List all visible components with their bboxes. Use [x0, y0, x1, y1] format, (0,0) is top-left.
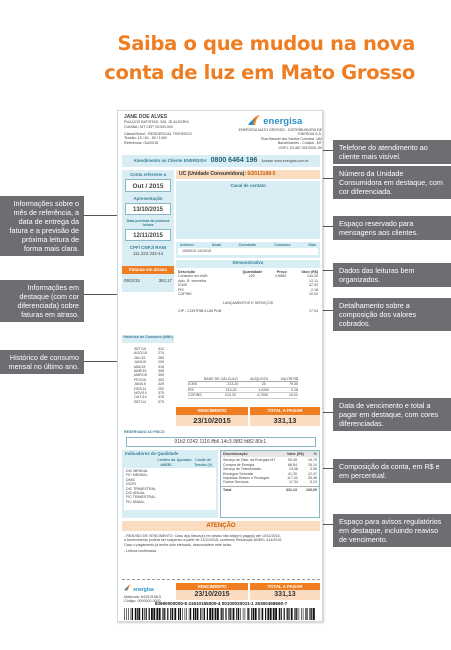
history-month: MAI/15: [134, 364, 146, 369]
composition-box: [220, 450, 320, 518]
tax-row: [188, 393, 298, 398]
demo-cip: CIP - CONTRIB ILUM PUB: [178, 308, 222, 313]
quality-header: Apurado: [176, 458, 192, 463]
history-value: 239: [158, 360, 164, 365]
uc-label: UC (Unidade Consumidora):: [179, 171, 246, 177]
quality-row: DICRI: [126, 482, 136, 487]
history-month: DEZ/14: [134, 386, 147, 391]
history-header: [122, 335, 174, 343]
quality-row: FIC ANUAL: [126, 499, 145, 504]
history-month: SET/14: [134, 399, 146, 404]
composition-desc: Outros Serviços: [223, 480, 249, 485]
history-value: 378: [158, 395, 164, 400]
stub-logo-text: energisa: [133, 587, 154, 593]
demo-desc: PIS: [178, 287, 184, 292]
composition-desc: Encargos Setoriais: [223, 471, 254, 476]
history-value: 359: [158, 373, 164, 378]
history-value: 308: [158, 369, 164, 374]
tax-table: [188, 377, 298, 399]
tax-name: PIS: [188, 387, 194, 392]
tax-base: 213,20: [225, 387, 237, 392]
composition-total-label: Total: [223, 487, 232, 492]
demo-value: 10,02: [309, 292, 318, 297]
history-month: OUT/14: [134, 395, 147, 400]
logo-mark-icon: [124, 584, 132, 591]
reading-header: Atual: [211, 243, 221, 247]
history-value: 274: [158, 351, 164, 356]
composition-header: %: [313, 452, 317, 456]
history-month: FEV/15: [134, 377, 146, 382]
callout-readings: Dados das leituras bem organizados.: [333, 263, 451, 287]
barcode-icon: [124, 608, 318, 620]
quality-row: DMIC: [126, 477, 136, 482]
company-line: Rua Manoel dos Santos Coimbra, 184: [261, 136, 322, 141]
tax-base: 213,20: [227, 382, 239, 387]
fisco-label: RESERVADO AO FISCO: [124, 430, 165, 434]
demo-cip-row: [178, 309, 318, 313]
stub-logo: [124, 584, 154, 593]
history-label: Histórico de Consumo (kWh): [123, 335, 173, 339]
composition-pct: 26,14: [308, 462, 317, 467]
address-line: RUA DOS BATISTAS, 345, JD ALEGRIA: [124, 120, 189, 125]
customer-block: [124, 115, 234, 145]
callout-regulatory: Espaço para avisos regulatórios em destaque, incluindo reaviso de vencimento.: [333, 514, 451, 547]
history-month: JUN/15: [134, 360, 146, 365]
attendance-site: Acesse www.energisa.com.br: [261, 158, 309, 163]
demo-desc: COFINS: [178, 292, 192, 297]
quality-box: [122, 450, 218, 518]
company-line: CNPJ: 03.467.321/0001-99: [278, 145, 322, 150]
composition-header: Discriminação: [223, 452, 248, 456]
quality-row: FIC MENSAL: [126, 473, 148, 478]
tax-aliq: 25: [261, 382, 266, 387]
composition-header: Valor (R$): [287, 452, 304, 456]
history-month: NOV/14: [134, 391, 147, 396]
callout-overdue: Informações em destaque (com cor diferenciada) sobre faturas em atraso.: [0, 280, 84, 322]
headline-line-2: conta de luz em Mato Grosso: [104, 61, 415, 84]
logo-mark-icon: [248, 114, 262, 126]
composition-total-row: [221, 486, 319, 493]
demo-qtd: 229: [248, 274, 255, 279]
cut-line: [122, 579, 320, 580]
demo-value: 12,11: [309, 278, 318, 283]
composition-value: 17,34: [289, 480, 298, 485]
composition-pct: 5,24: [310, 480, 317, 485]
stub-due-label: VENCIMENTO: [176, 583, 248, 590]
callout-reference-info: Informações sobre o mês de referência, a data de entrega da fatura e a previsão de próxima leitura de forma mais clara.: [0, 196, 84, 256]
composition-total-pct: 100,00: [306, 487, 317, 492]
message-area: [176, 181, 320, 239]
history-month: ABR/15: [134, 369, 147, 374]
company-info: [236, 128, 322, 150]
demo-value: 2,18: [310, 287, 318, 292]
attendance-label: Atendimento ao Cliente ENERGISA: [133, 158, 207, 164]
attention-text: [124, 534, 318, 554]
composition-desc: Impostos Diretos e Encargos: [223, 476, 270, 481]
presentation-label: Apresentação: [133, 196, 163, 201]
history-month: AGO/15: [134, 351, 147, 356]
stub-due-value: 23/10/2015: [176, 590, 248, 600]
reading-header: Constante: [238, 243, 257, 247]
quality-label: Indicadores de Qualidade: [125, 451, 179, 456]
connector-line: [84, 215, 120, 216]
history-month: SET/15: [134, 347, 146, 351]
tax-header: VALOR R$: [280, 377, 298, 381]
cpf-label: CPF/ CNPJ/ RANI: [129, 245, 167, 250]
demo-value: 47,93: [309, 283, 318, 288]
logo-text: energisa: [263, 116, 303, 127]
demo-rows: [178, 274, 318, 296]
stub-line: Código: 0000000-0000: [124, 599, 161, 604]
demo-desc: Adic. B. vermelha: [178, 278, 207, 283]
history-value: 375: [158, 399, 164, 404]
composition-desc: Compra de Energia: [223, 462, 255, 467]
barcode-number: 83690000000-8 41910155000-4 00100020011-1 25300458660-7: [154, 601, 288, 606]
attention-line: o fornecimento poderá ser suspenso a partir de 11/11/2015, conforme Resolução ANEEL 414/2010.: [124, 538, 283, 543]
quality-header: Limite de Tensão (V): [194, 458, 213, 467]
overdue-value: 362,17: [158, 278, 172, 283]
composition-pct: 16,75: [308, 458, 317, 463]
composition-value: 41,30: [288, 471, 297, 476]
history-month: JUL/15: [134, 355, 146, 360]
tax-name: COFINS: [188, 393, 202, 398]
attendance-phone: 0800 6464 196: [210, 157, 258, 165]
reading-header: Consumo: [273, 243, 291, 247]
quality-row: DIC ANUAL: [126, 491, 145, 496]
total-label: TOTAL A PAGAR: [250, 407, 320, 415]
history-value: 265: [158, 355, 164, 360]
demo-label: Demonstrativo: [232, 260, 264, 265]
due-label: VENCIMENTO: [176, 407, 248, 415]
quality-row: DIC MENSAL: [126, 469, 148, 474]
tax-aliq: 1,0200: [258, 387, 270, 392]
stub-total-label: TOTAL A PAGAR: [250, 583, 320, 590]
uc-value: 6/2013198-5: [247, 171, 276, 177]
composition-pct: 3,95: [310, 467, 317, 472]
quality-header: Limites da ANEEL: [157, 458, 176, 467]
callout-breakdown: Detalhamento sobre a composição dos valores cobrados.: [333, 298, 451, 331]
stub-total-value: 331,13: [250, 590, 320, 600]
due-value: 23/10/2015: [176, 415, 248, 426]
overdue-month: 09/2015: [124, 278, 140, 283]
tax-header: BASE DE CÁLCULO: [204, 377, 238, 381]
composition-rows: [221, 457, 319, 485]
next-reading-value: 12/11/2015: [125, 229, 171, 241]
history-value: 353: [158, 377, 164, 382]
demo-price: 0,5860: [275, 274, 287, 279]
quality-headers: [122, 456, 218, 467]
next-reading-label: Data prevista da próxima leitura: [126, 219, 170, 228]
callout-phone: Telefone do atendimento ao cliente mais visível.: [333, 140, 451, 164]
quality-row: FIC TRIMESTRAL: [126, 495, 156, 500]
history-month: JAN/15: [134, 382, 146, 387]
composition-total-value: 331,13: [286, 487, 297, 492]
connector-line: [84, 361, 120, 362]
tax-value: 79,30: [288, 382, 298, 387]
overdue-row: [124, 278, 172, 283]
quality-rows: [124, 468, 216, 510]
demo-row: [178, 292, 318, 296]
attention-label: ATENÇÃO: [122, 521, 320, 531]
readings-table: [176, 242, 320, 258]
demo-cip-value: 17,34: [309, 308, 318, 313]
callout-composition: Composição da conta, em R$ e em percentual.: [333, 459, 451, 483]
tax-aliq: 4,7000: [257, 393, 268, 398]
attention-line: - REAVISO DE VENCIMENTO: Caso a(s) fatura(s) em atraso não seja(m) paga(s) até 10/11/2015,: [124, 534, 281, 538]
tax-value: 10,02: [289, 393, 298, 398]
attendance-bar: [122, 155, 320, 167]
demo-header: Preço: [276, 270, 287, 274]
total-value: 331,13: [250, 415, 320, 426]
class-line: Classe/Subcl.: RESIDENCIAL TRIFÁSICO: [124, 132, 192, 137]
demo-header: Descrição: [178, 270, 196, 274]
history-list: [134, 347, 164, 404]
callout-due-total: Data de vencimento e total a pagar em destaque, com cores diferenciadas.: [333, 398, 451, 431]
contact-channel: Canal de contato: [230, 183, 266, 188]
tax-header: ALÍQUOTA: [250, 377, 268, 381]
reading-header: Anterior: [180, 243, 194, 247]
stub-line: Matrícula: 6/2013198-5: [124, 595, 161, 599]
tax-name: ICMS: [188, 382, 197, 387]
overdue-label: Faturas em atraso: [122, 266, 174, 274]
history-value: 292: [158, 386, 164, 391]
ref-value: Out / 2015: [125, 179, 171, 192]
reading-dates: 15/09/15 14/10/15: [178, 248, 318, 254]
headline-line-1: Saiba o que mudou na nova: [117, 32, 415, 55]
composition-pct: 35,46: [307, 476, 317, 481]
address-line: CUIABA / MT CEP 78.000-000: [124, 124, 173, 129]
attention-line: - Leitura confirmada.: [124, 549, 157, 554]
composition-value: 117,42: [287, 476, 298, 481]
reading-header: Dias: [308, 243, 316, 247]
history-value: 375: [158, 391, 164, 396]
composition-desc: Serviço de Distr. da Energisa MT: [223, 458, 276, 463]
composition-value: 55,45: [288, 458, 297, 463]
fisco-value: 91b2.0242.1116.ffb6.14c3.98f2.fd82.80c1.: [126, 437, 316, 447]
cpf-value: 111.222.333-44: [132, 251, 164, 256]
quality-row: DIC TRIMESTRAL: [126, 486, 156, 491]
demo-value: 134,20: [306, 274, 318, 279]
composition-row: [223, 480, 317, 484]
ref-label: Conta referente a: [129, 172, 167, 177]
history-value: 316: [158, 364, 164, 369]
composition-pct: 12,47: [308, 471, 317, 476]
callout-messages: Espaço reservado para mensagens aos clientes.: [333, 216, 451, 240]
energy-bill: [117, 110, 323, 622]
company-line: ENERGISA MATO GROSSO - DISTRIBUIDORA DE ENERGIA S.A.: [238, 128, 322, 137]
composition-desc: Serviço de Transmissão: [223, 467, 262, 472]
demo-sub: LANÇAMENTOS E SERVIÇOS: [222, 301, 274, 306]
callout-history: Histórico de consumo mensal no último ano.: [0, 350, 84, 374]
composition-value: 13,08: [289, 467, 298, 472]
reference-line: Referência: Out/2015: [124, 140, 159, 145]
attention-line: Caso o pagamento já tenha sido efetuado, desconsidere este aviso.: [124, 542, 233, 547]
history-row: [134, 400, 164, 404]
composition-value: 86,54: [288, 462, 297, 467]
history-value: 312: [158, 347, 164, 351]
demo-header-bar: [176, 260, 320, 268]
tax-base: 213,20: [225, 393, 236, 398]
demo-header: Valor (R$): [301, 270, 318, 274]
tension-line: Tensão: 15 / 60 - 50 / 1490: [124, 136, 167, 141]
energisa-logo: [248, 114, 302, 126]
connector-line: [84, 294, 120, 295]
demo-desc: ICMS: [178, 283, 187, 288]
callout-uc: Número da Unidade Consumidora em destaque, com cor diferenciada.: [333, 166, 451, 199]
tax-rows: [188, 382, 298, 398]
tax-value: 2,18: [290, 387, 298, 392]
demo-table: [178, 270, 318, 313]
company-line: Bandeirantes - Cuiabá - MT: [277, 141, 322, 146]
history-month: MAR/15: [134, 373, 147, 378]
demo-header: Quantidade: [242, 270, 263, 274]
history-value: 329: [158, 382, 164, 387]
customer-name: JANE DOE ALVES: [124, 114, 168, 120]
presentation-value: 13/10/2015: [125, 203, 171, 215]
demo-desc: Consumo em kWh: [178, 274, 208, 279]
uc-box: [176, 170, 320, 179]
